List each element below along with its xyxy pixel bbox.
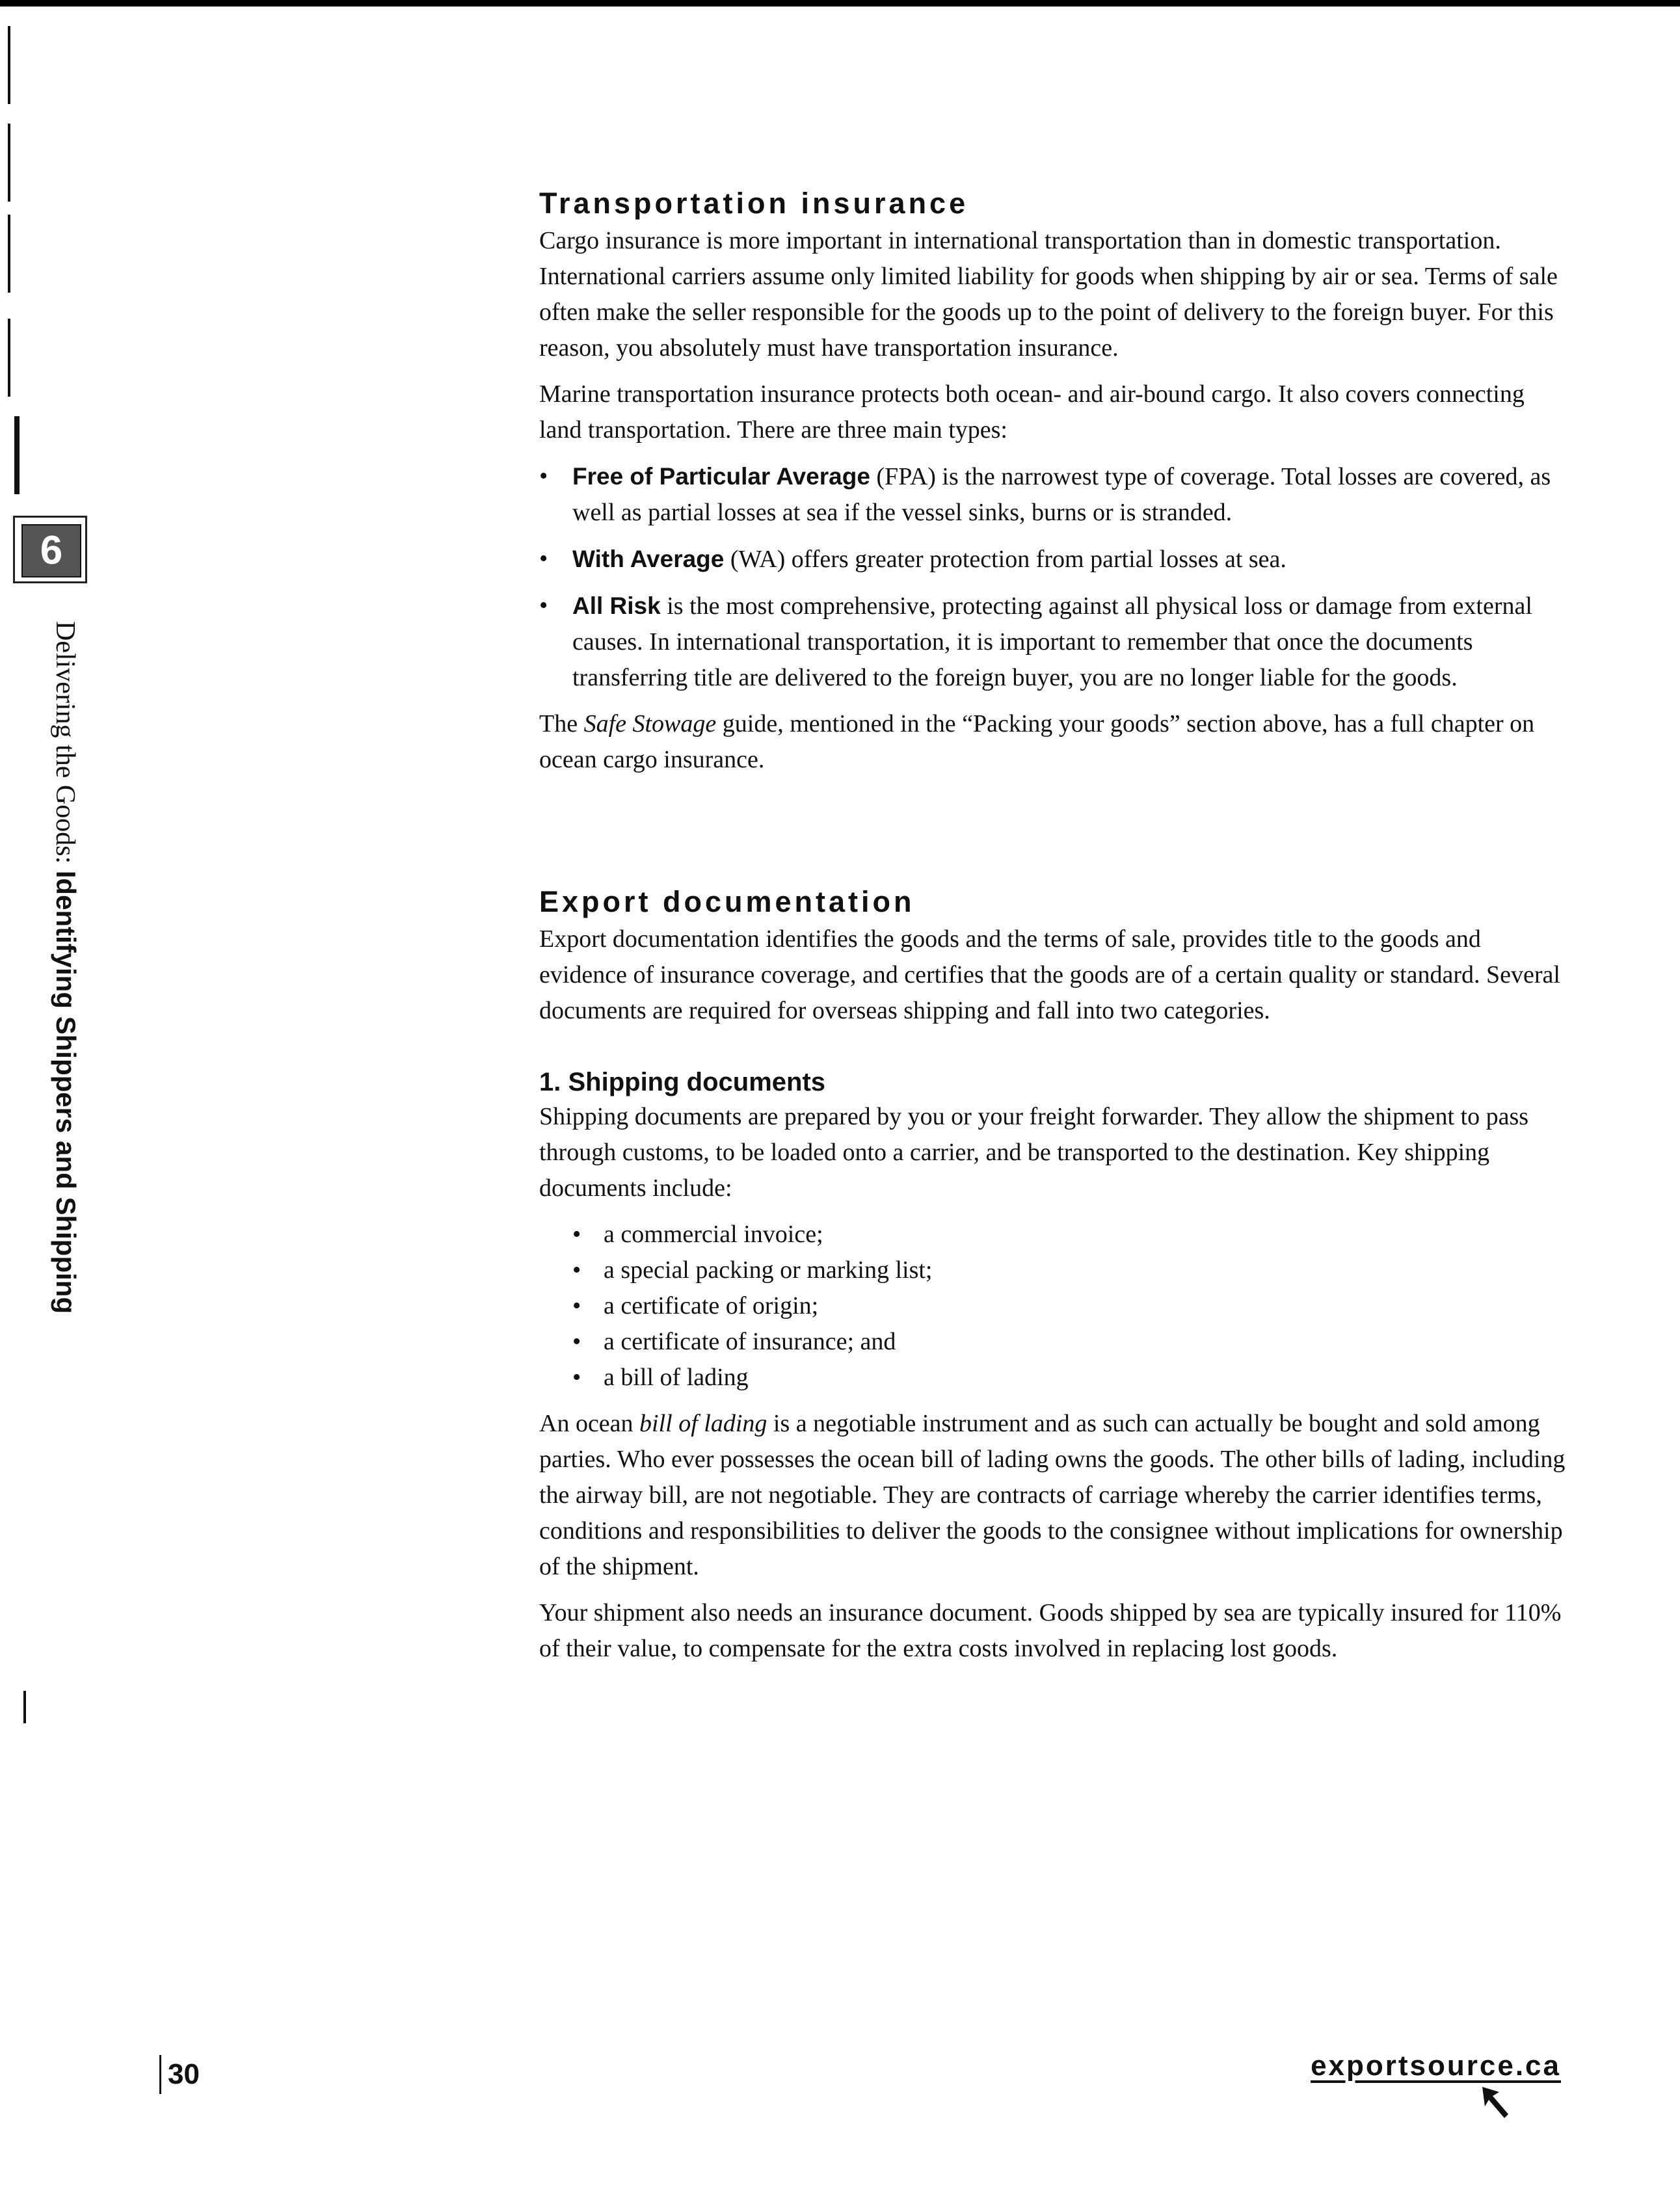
subsection-heading: 1. Shipping documents — [539, 1068, 826, 1096]
scan-top-border — [0, 0, 1680, 7]
list-item: • a special packing or marking list; — [572, 1253, 1567, 1288]
insurance-type-text: (FPA) is the narrowest type of coverage. Total losses are covered, as well as partial losses at sea if the vessel sinks, burns or is stranded. — [572, 463, 1551, 526]
insurance-type-term: All Risk — [572, 592, 661, 619]
scan-margin-mark — [8, 26, 10, 104]
shipping-documents-list — [539, 1217, 1567, 1396]
text-run: An ocean — [539, 1410, 640, 1437]
list-item — [539, 541, 1567, 577]
text-run: is a negotiable instrument and as such can actually be bought and sold among parties. Who ever possesses the ocean bill of lading owns the goods. The other bills of lading, including the airway bill, are not negotiable. They are contracts of carriage whereby the carrier identifies terms, conditions and responsibilities to deliver the goods to the consignee without implications for ownership of the shipment. — [539, 1410, 1566, 1580]
term-italic: bill of lading — [639, 1410, 767, 1437]
paragraph — [539, 706, 1567, 778]
chapter-number: 6 — [21, 524, 81, 577]
paragraph: Export documentation identifies the goods and the terms of sale, provides title to the goods and evidence of insurance coverage, and certifies that the goods are of a certain quality or standard. Several documents are required for overseas shipping and fall into two categories. — [539, 925, 1560, 1024]
scan-margin-mark — [8, 124, 10, 202]
list-item: • a certificate of origin; — [572, 1288, 1567, 1324]
scan-margin-mark — [8, 319, 10, 397]
insurance-type-term: Free of Particular Average — [572, 463, 870, 490]
chapter-tab — [13, 516, 87, 583]
paragraph: Cargo insurance is more important in international transportation than in domestic transportation. International carriers assume only limited liability for goods when shipping by air or sea. Terms of sale often make the seller responsible for the goods up to the point of delivery to the foreign buyer. For this reason, you absolutely must have transportation insurance. — [539, 227, 1558, 362]
list-item: • a bill of lading — [572, 1360, 1567, 1396]
scan-margin-mark — [23, 1691, 26, 1723]
paragraph: Shipping documents are prepared by you or your freight forwarder. They allow the shipment to pass through customs, to be loaded onto a carrier, and be transported to the destination. Key shipping documents include: — [539, 1103, 1529, 1202]
text-run: guide, mentioned in the “Packing your goods” section above, has a full chapter on ocean cargo insurance. — [539, 710, 1535, 773]
page-body — [539, 184, 1567, 1677]
list-item — [539, 588, 1567, 696]
topic-label: Identifying Shippers and Shipping — [51, 870, 81, 1314]
scan-margin-mark — [8, 215, 10, 293]
section-spacer — [539, 788, 1567, 882]
section-heading-documentation: Export documentation — [539, 885, 915, 918]
page-number: 30 — [159, 2055, 200, 2094]
website-link[interactable]: exportsource.ca — [1311, 2050, 1561, 2082]
paragraph — [539, 1406, 1567, 1585]
paragraph: Marine transportation insurance protects both ocean- and air-bound cargo. It also covers connecting land transportation. There are three main types: — [539, 380, 1525, 444]
list-item — [539, 458, 1567, 531]
paragraph: Your shipment also needs an insurance document. Goods shipped by sea are typically insured for 110% of their value, to compensate for the extra costs involved in replacing lost goods. — [539, 1599, 1562, 1662]
cursor-arrow-icon — [1480, 2084, 1519, 2123]
insurance-types-list — [539, 458, 1567, 696]
running-chapter-title — [49, 621, 81, 1314]
text-run: The — [539, 710, 584, 737]
insurance-type-text: is the most comprehensive, protecting against all physical loss or damage from external causes. In international transportation, it is important to remember that once the documents transferring title are delivered to the foreign buyer, you are no longer liable for the goods. — [572, 592, 1532, 691]
scan-margin-mark — [14, 416, 20, 494]
guide-title: Safe Stowage — [583, 710, 717, 737]
list-item: • a commercial invoice; — [572, 1217, 1567, 1253]
insurance-type-text: (WA) offers greater protection from partial losses at sea. — [724, 546, 1287, 573]
section-heading-insurance: Transportation insurance — [539, 187, 969, 220]
subsection-spacer — [539, 1039, 1567, 1065]
chapter-label: Delivering the Goods: — [50, 621, 80, 871]
insurance-type-term: With Average — [572, 546, 725, 572]
list-item: • a certificate of insurance; and — [572, 1324, 1567, 1360]
